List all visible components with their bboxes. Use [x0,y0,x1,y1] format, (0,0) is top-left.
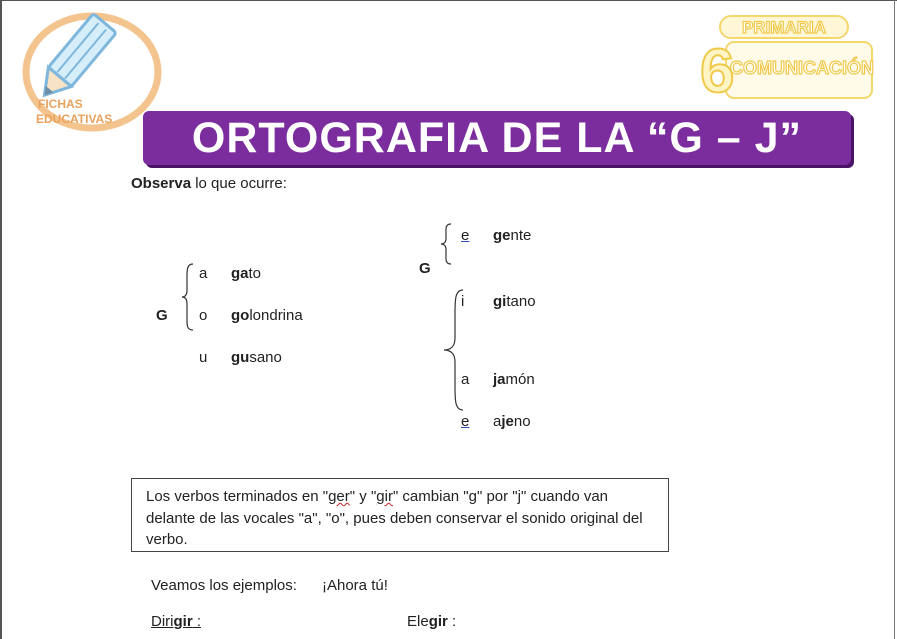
right-small-brace [439,222,453,266]
right-word-gente: gente [493,227,532,244]
rule-box: Los verbos terminados en "ger" y "gir" cambian "g" por "j" cuando van delante de las vocales "a", "o", pues deben conservar el sonido original del verbo. [131,478,669,552]
examples-label: Veamos los ejemplos: [151,577,297,594]
observe-bold: Observa [131,175,192,192]
left-brace [181,262,195,332]
left-vowel-2: o [199,307,208,324]
left-vowel-3: u [199,349,208,366]
logo-text-primaria: PRIMARIA [741,18,827,37]
logo-grade-number: 6 [700,37,735,104]
now-you-label: ¡Ahora tú! [322,577,388,594]
title-banner [143,111,851,165]
right-group-letter: G [419,260,431,277]
example-elegir: Elegir : [407,613,457,630]
observe-rest: lo que ocurre: [191,175,287,192]
left-group-letter: G [156,307,168,324]
spell-flag-gir: gir [376,488,393,505]
logo-text-fichas: FICHAS [38,97,83,111]
logo-text-educativas: EDUCATIVAS [36,112,113,126]
primaria-comunicacion-logo [690,14,880,104]
right-word-jamon: jamón [493,371,535,388]
page-title: ORTOGRAFIA DE LA “G – J” [191,113,803,162]
page-border-right [894,0,895,639]
example-dirigir: Dirigir : [151,613,202,630]
fichas-educativas-logo [14,10,164,145]
page-border-top [0,0,897,1]
left-word-2: golondrina [231,307,303,324]
left-word-3: gusano [231,349,282,366]
pencil-icon [33,14,116,105]
page-border-left [0,0,2,639]
right-vowel-a: a [461,371,470,388]
right-word-gitano: gitano [493,293,536,310]
right-word-ajeno: ajeno [493,413,531,430]
right-vowel-i: i [461,293,465,310]
right-vowel-e: e [461,227,470,244]
left-word-1: gato [231,265,262,282]
right-vowel-e-2: e [461,413,470,430]
left-vowel-1: a [199,265,208,282]
observe-instruction [131,176,287,191]
spell-flag-ger: ger [328,488,350,505]
logo-text-comunicacion: COMUNICACIÓN [730,58,874,78]
